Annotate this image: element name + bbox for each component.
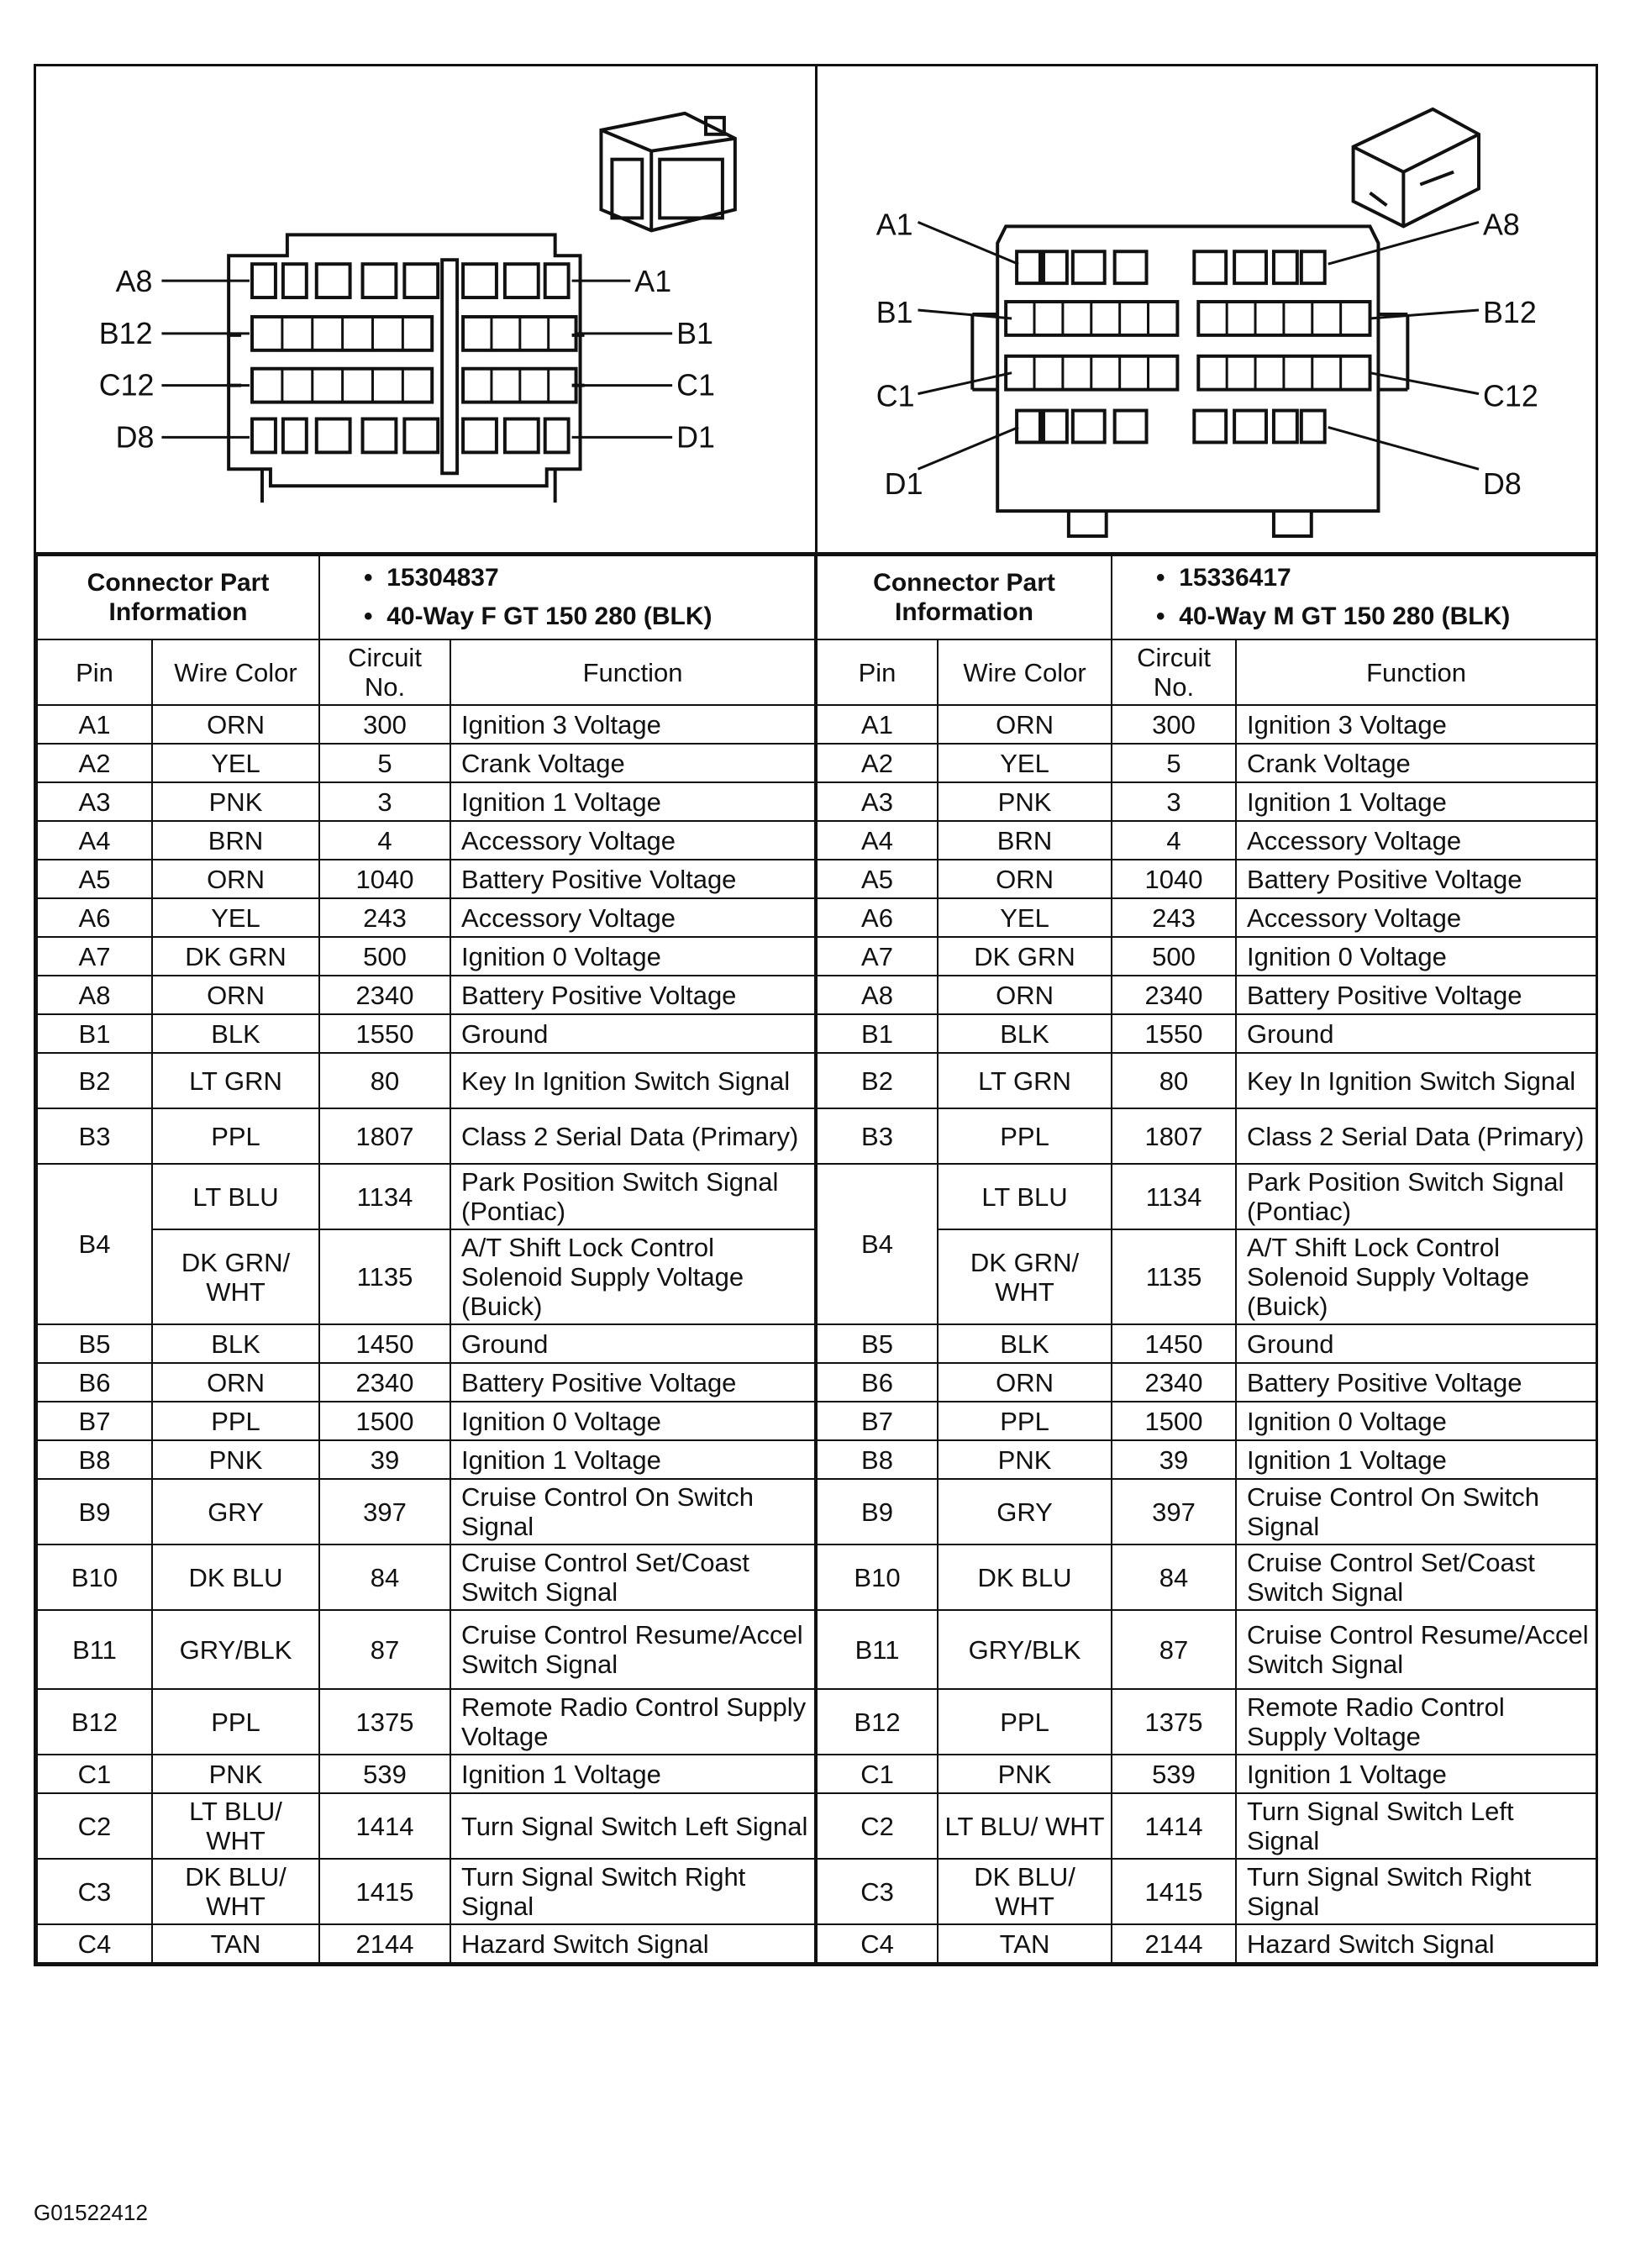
cell-wire-color: LT GRN <box>938 1053 1112 1108</box>
cell-circuit: 500 <box>319 937 450 976</box>
cell-wire-color: PNK <box>152 782 319 821</box>
table-row <box>37 782 1596 821</box>
cell-wire-color: DK BLU/ WHT <box>938 1859 1112 1924</box>
cell-pin: A4 <box>37 821 152 860</box>
right-pin-label-c1: C1 <box>875 379 915 413</box>
header-wire-color: Wire Color <box>938 639 1112 705</box>
cell-function: Ground <box>450 1014 816 1053</box>
table-row <box>37 898 1596 937</box>
cell-wire-color: DK GRN/ WHT <box>938 1229 1112 1324</box>
cell-circuit: 80 <box>1112 1053 1236 1108</box>
cell-function: Remote Radio Control Supply Voltage <box>450 1689 816 1755</box>
cell-circuit: 5 <box>1112 744 1236 782</box>
cell-function: Accessory Voltage <box>450 821 816 860</box>
cell-function: Class 2 Serial Data (Primary) <box>450 1108 816 1164</box>
cell-function: Park Position Switch Signal (Pontiac) <box>450 1164 816 1229</box>
cell-function: Battery Positive Voltage <box>1236 860 1596 898</box>
cell-pin: B8 <box>37 1440 152 1479</box>
cell-function: Ignition 0 Voltage <box>450 937 816 976</box>
cell-function: Ground <box>450 1324 816 1363</box>
cell-circuit: 2340 <box>319 976 450 1014</box>
cell-circuit: 39 <box>319 1440 450 1479</box>
cell-pin: B12 <box>816 1689 938 1755</box>
cell-pin: A1 <box>816 705 938 744</box>
right-part-number: 15336417 <box>1179 564 1291 592</box>
cell-function: Ignition 3 Voltage <box>1236 705 1596 744</box>
cell-function: Ground <box>1236 1324 1596 1363</box>
cell-function: Crank Voltage <box>1236 744 1596 782</box>
cell-function: Battery Positive Voltage <box>450 976 816 1014</box>
cell-function: Key In Ignition Switch Signal <box>1236 1053 1596 1108</box>
cell-circuit: 1450 <box>1112 1324 1236 1363</box>
cell-pin: A8 <box>37 976 152 1014</box>
cell-wire-color: ORN <box>152 705 319 744</box>
cell-function: Ignition 0 Voltage <box>1236 937 1596 976</box>
cell-pin: C3 <box>37 1859 152 1924</box>
cell-function: Turn Signal Switch Left Signal <box>1236 1793 1596 1859</box>
cell-pin: B12 <box>37 1689 152 1755</box>
cell-wire-color: ORN <box>152 1363 319 1402</box>
column-header-row <box>37 639 1596 705</box>
cell-function: Cruise Control Resume/Accel Switch Signal <box>450 1610 816 1689</box>
cell-function: Key In Ignition Switch Signal <box>450 1053 816 1108</box>
table-row <box>37 976 1596 1014</box>
cell-pin: B4 <box>816 1164 938 1324</box>
table-row <box>37 1479 1596 1544</box>
left-pin-label-a8: A8 <box>115 265 153 299</box>
cell-function: Ignition 1 Voltage <box>450 1755 816 1793</box>
cell-pin: B7 <box>37 1402 152 1440</box>
cell-circuit: 1375 <box>1112 1689 1236 1755</box>
cell-wire-color: PNK <box>938 1755 1112 1793</box>
table-row <box>37 705 1596 744</box>
cell-wire-color: DK GRN/ WHT <box>152 1229 319 1324</box>
cell-function: Ignition 1 Voltage <box>1236 1440 1596 1479</box>
cell-wire-color: YEL <box>938 744 1112 782</box>
cell-circuit: 500 <box>1112 937 1236 976</box>
cell-function: Cruise Control On Switch Signal <box>450 1479 816 1544</box>
cell-function: Remote Radio Control Supply Voltage <box>1236 1689 1596 1755</box>
left-pin-label-c1: C1 <box>676 368 715 403</box>
cell-wire-color: ORN <box>152 860 319 898</box>
cell-wire-color: PNK <box>152 1440 319 1479</box>
table-row <box>37 1324 1596 1363</box>
cell-circuit: 300 <box>319 705 450 744</box>
cell-pin: A2 <box>37 744 152 782</box>
right-pin-label-b12: B12 <box>1482 295 1537 329</box>
cell-wire-color: ORN <box>938 860 1112 898</box>
cell-wire-color: BLK <box>938 1324 1112 1363</box>
cell-wire-color: ORN <box>938 705 1112 744</box>
cell-wire-color: LT BLU <box>152 1164 319 1229</box>
cell-pin: B6 <box>816 1363 938 1402</box>
cell-circuit: 1414 <box>1112 1793 1236 1859</box>
cell-circuit: 2340 <box>1112 1363 1236 1402</box>
cell-circuit: 2144 <box>319 1924 450 1963</box>
left-pin-label-a1: A1 <box>634 265 672 299</box>
cell-wire-color: PPL <box>938 1108 1112 1164</box>
cell-circuit: 1040 <box>319 860 450 898</box>
header-pin: Pin <box>37 639 152 705</box>
cell-circuit: 84 <box>1112 1544 1236 1610</box>
cell-circuit: 1134 <box>1112 1164 1236 1229</box>
cell-circuit: 1550 <box>1112 1014 1236 1053</box>
cell-circuit: 1375 <box>319 1689 450 1755</box>
cell-function: Cruise Control Resume/Accel Switch Signal <box>1236 1610 1596 1689</box>
cell-pin: C1 <box>37 1755 152 1793</box>
cell-pin: B9 <box>37 1479 152 1544</box>
right-connector-drawing <box>818 66 1596 552</box>
left-pin-label-c12: C12 <box>98 368 155 403</box>
cell-function: Ignition 1 Voltage <box>1236 1755 1596 1793</box>
cell-pin: A6 <box>816 898 938 937</box>
cell-wire-color: LT GRN <box>152 1053 319 1108</box>
cell-wire-color: PPL <box>938 1402 1112 1440</box>
cell-wire-color: GRY/BLK <box>938 1610 1112 1689</box>
connector-sheet <box>34 64 1598 1966</box>
table-row <box>37 1053 1596 1108</box>
cell-function: Hazard Switch Signal <box>1236 1924 1596 1963</box>
cell-circuit: 5 <box>319 744 450 782</box>
cell-circuit: 539 <box>1112 1755 1236 1793</box>
cell-pin: C1 <box>816 1755 938 1793</box>
cell-pin: C2 <box>37 1793 152 1859</box>
cell-function: Hazard Switch Signal <box>450 1924 816 1963</box>
cell-circuit: 3 <box>319 782 450 821</box>
cell-wire-color: GRY <box>938 1479 1112 1544</box>
right-part-description: 40-Way M GT 150 280 (BLK) <box>1179 603 1511 630</box>
table-row <box>37 1440 1596 1479</box>
cell-pin: A6 <box>37 898 152 937</box>
cell-wire-color: BLK <box>152 1014 319 1053</box>
left-part-number: 15304837 <box>386 564 499 592</box>
cell-wire-color: GRY <box>152 1479 319 1544</box>
cell-circuit: 39 <box>1112 1440 1236 1479</box>
left-part-description: 40-Way F GT 150 280 (BLK) <box>386 603 712 630</box>
cell-circuit: 1807 <box>1112 1108 1236 1164</box>
table-row <box>37 1793 1596 1859</box>
cell-circuit: 1135 <box>319 1229 450 1324</box>
cell-pin: B10 <box>37 1544 152 1610</box>
cell-function: Ignition 1 Voltage <box>1236 782 1596 821</box>
cell-function: Battery Positive Voltage <box>450 860 816 898</box>
cell-wire-color: PNK <box>938 782 1112 821</box>
cell-pin: B11 <box>37 1610 152 1689</box>
pinout-table <box>36 555 1597 1964</box>
cell-wire-color: PNK <box>152 1755 319 1793</box>
left-connector-drawing <box>36 66 815 552</box>
cell-pin: A5 <box>816 860 938 898</box>
cell-circuit: 1550 <box>319 1014 450 1053</box>
cell-circuit: 1135 <box>1112 1229 1236 1324</box>
right-pin-label-d8: D8 <box>1482 467 1522 502</box>
cell-wire-color: PPL <box>152 1108 319 1164</box>
cell-circuit: 1450 <box>319 1324 450 1363</box>
left-pin-label-d1: D1 <box>676 420 715 455</box>
cell-pin: B4 <box>37 1164 152 1324</box>
cell-circuit: 1415 <box>1112 1859 1236 1924</box>
cell-function: Turn Signal Switch Left Signal <box>450 1793 816 1859</box>
cell-wire-color: LT BLU <box>938 1164 1112 1229</box>
right-pin-label-c12: C12 <box>1482 379 1538 413</box>
cell-function: Battery Positive Voltage <box>1236 976 1596 1014</box>
cell-circuit: 397 <box>319 1479 450 1544</box>
cell-wire-color: DK GRN <box>152 937 319 976</box>
cell-wire-color: DK BLU <box>152 1544 319 1610</box>
cell-function: Battery Positive Voltage <box>1236 1363 1596 1402</box>
cell-pin: B7 <box>816 1402 938 1440</box>
cell-circuit: 243 <box>319 898 450 937</box>
table-row <box>37 1363 1596 1402</box>
left-connector-info: • 15304837 • 40-Way F GT 150 280 (BLK) <box>319 555 816 639</box>
left-connector-diagram <box>36 66 815 552</box>
cell-wire-color: BLK <box>938 1014 1112 1053</box>
table-row <box>37 744 1596 782</box>
cell-circuit: 84 <box>319 1544 450 1610</box>
cell-circuit: 2340 <box>1112 976 1236 1014</box>
right-connector-thumbnail <box>1353 109 1478 226</box>
cell-function: Ignition 1 Voltage <box>450 782 816 821</box>
cell-wire-color: TAN <box>938 1924 1112 1963</box>
cell-pin: A1 <box>37 705 152 744</box>
cell-wire-color: ORN <box>152 976 319 1014</box>
cell-function: Ignition 3 Voltage <box>450 705 816 744</box>
table-row <box>37 937 1596 976</box>
cell-pin: B6 <box>37 1363 152 1402</box>
cell-function: Cruise Control Set/Coast Switch Signal <box>450 1544 816 1610</box>
right-connector-info: • 15336417 • 40-Way M GT 150 280 (BLK) <box>1112 555 1596 639</box>
table-row <box>37 1924 1596 1963</box>
cell-pin: C4 <box>37 1924 152 1963</box>
cell-circuit: 243 <box>1112 898 1236 937</box>
cell-pin: A2 <box>816 744 938 782</box>
cell-pin: A7 <box>37 937 152 976</box>
cell-circuit: 1807 <box>319 1108 450 1164</box>
cell-wire-color: ORN <box>938 1363 1112 1402</box>
connector-info-row <box>37 555 1596 639</box>
cell-pin: B2 <box>37 1053 152 1108</box>
cell-circuit: 1415 <box>319 1859 450 1924</box>
cell-wire-color: PPL <box>152 1402 319 1440</box>
cell-pin: A3 <box>37 782 152 821</box>
cell-circuit: 4 <box>1112 821 1236 860</box>
cell-wire-color: PPL <box>152 1689 319 1755</box>
cell-circuit: 1500 <box>319 1402 450 1440</box>
cell-wire-color: BRN <box>938 821 1112 860</box>
cell-wire-color: DK BLU <box>938 1544 1112 1610</box>
cell-circuit: 1500 <box>1112 1402 1236 1440</box>
cell-circuit: 1414 <box>319 1793 450 1859</box>
table-row <box>37 1610 1596 1689</box>
table-row <box>37 1014 1596 1053</box>
cell-circuit: 1040 <box>1112 860 1236 898</box>
table-row <box>37 1859 1596 1924</box>
cell-wire-color: DK BLU/ WHT <box>152 1859 319 1924</box>
left-pin-label-b12: B12 <box>98 316 153 350</box>
cell-pin: B1 <box>816 1014 938 1053</box>
cell-function: Accessory Voltage <box>450 898 816 937</box>
cell-pin: B3 <box>816 1108 938 1164</box>
cell-function: Crank Voltage <box>450 744 816 782</box>
table-row <box>37 1164 1596 1229</box>
cell-circuit: 2340 <box>319 1363 450 1402</box>
cell-pin: B10 <box>816 1544 938 1610</box>
table-row <box>37 821 1596 860</box>
header-circuit: Circuit No. <box>319 639 450 705</box>
cell-circuit: 539 <box>319 1755 450 1793</box>
cell-function: Cruise Control Set/Coast Switch Signal <box>1236 1544 1596 1610</box>
header-pin: Pin <box>816 639 938 705</box>
cell-pin: A5 <box>37 860 152 898</box>
header-function: Function <box>450 639 816 705</box>
left-pin-label-d8: D8 <box>115 420 155 455</box>
cell-circuit: 4 <box>319 821 450 860</box>
cell-wire-color: LT BLU/ WHT <box>152 1793 319 1859</box>
cell-pin: B8 <box>816 1440 938 1479</box>
cell-circuit: 3 <box>1112 782 1236 821</box>
cell-function: Accessory Voltage <box>1236 898 1596 937</box>
table-row <box>37 1689 1596 1755</box>
figure-id: G01522412 <box>34 2200 148 2225</box>
cell-wire-color: PPL <box>938 1689 1112 1755</box>
cell-pin: B3 <box>37 1108 152 1164</box>
cell-pin: B2 <box>816 1053 938 1108</box>
cell-wire-color: BRN <box>152 821 319 860</box>
cell-wire-color: ORN <box>938 976 1112 1014</box>
cell-pin: B11 <box>816 1610 938 1689</box>
right-pin-label-d1: D1 <box>884 467 923 502</box>
cell-wire-color: YEL <box>152 898 319 937</box>
cell-wire-color: LT BLU/ WHT <box>938 1793 1112 1859</box>
cell-circuit: 300 <box>1112 705 1236 744</box>
cell-wire-color: PNK <box>938 1440 1112 1479</box>
cell-function: Accessory Voltage <box>1236 821 1596 860</box>
cell-function: A/T Shift Lock Control Solenoid Supply Voltage (Buick) <box>1236 1229 1596 1324</box>
cell-circuit: 397 <box>1112 1479 1236 1544</box>
cell-pin: C4 <box>816 1924 938 1963</box>
cell-pin: B5 <box>816 1324 938 1363</box>
cell-pin: A8 <box>816 976 938 1014</box>
cell-function: Class 2 Serial Data (Primary) <box>1236 1108 1596 1164</box>
cell-function: Ground <box>1236 1014 1596 1053</box>
header-wire-color: Wire Color <box>152 639 319 705</box>
cell-function: Ignition 0 Voltage <box>1236 1402 1596 1440</box>
connector-diagrams <box>36 66 1596 555</box>
left-connector-thumbnail <box>601 113 734 230</box>
right-pin-label-b1: B1 <box>875 295 913 329</box>
table-row <box>37 1402 1596 1440</box>
cell-function: Ignition 0 Voltage <box>450 1402 816 1440</box>
cell-function: Battery Positive Voltage <box>450 1363 816 1402</box>
cell-function: A/T Shift Lock Control Solenoid Supply Voltage (Buick) <box>450 1229 816 1324</box>
right-connector-info-label: Connector Part Information <box>816 555 1112 639</box>
cell-function: Turn Signal Switch Right Signal <box>450 1859 816 1924</box>
cell-pin: A7 <box>816 937 938 976</box>
header-circuit: Circuit No. <box>1112 639 1236 705</box>
cell-wire-color: TAN <box>152 1924 319 1963</box>
header-function: Function <box>1236 639 1596 705</box>
left-connector-info-label: Connector Part Information <box>37 555 319 639</box>
cell-function: Park Position Switch Signal (Pontiac) <box>1236 1164 1596 1229</box>
cell-pin: C3 <box>816 1859 938 1924</box>
table-row <box>37 1755 1596 1793</box>
cell-function: Cruise Control On Switch Signal <box>1236 1479 1596 1544</box>
table-row <box>37 1108 1596 1164</box>
cell-pin: B9 <box>816 1479 938 1544</box>
cell-wire-color: GRY/BLK <box>152 1610 319 1689</box>
table-row <box>37 1544 1596 1610</box>
right-pin-label-a1: A1 <box>875 208 913 242</box>
cell-pin: B5 <box>37 1324 152 1363</box>
cell-circuit: 1134 <box>319 1164 450 1229</box>
cell-wire-color: YEL <box>152 744 319 782</box>
cell-circuit: 87 <box>319 1610 450 1689</box>
table-row <box>37 860 1596 898</box>
right-connector-diagram <box>815 66 1596 552</box>
cell-pin: B1 <box>37 1014 152 1053</box>
cell-function: Ignition 1 Voltage <box>450 1440 816 1479</box>
cell-wire-color: DK GRN <box>938 937 1112 976</box>
cell-circuit: 2144 <box>1112 1924 1236 1963</box>
cell-circuit: 87 <box>1112 1610 1236 1689</box>
cell-circuit: 80 <box>319 1053 450 1108</box>
cell-function: Turn Signal Switch Right Signal <box>1236 1859 1596 1924</box>
cell-pin: A4 <box>816 821 938 860</box>
cell-wire-color: BLK <box>152 1324 319 1363</box>
right-pin-label-a8: A8 <box>1482 208 1520 242</box>
cell-pin: A3 <box>816 782 938 821</box>
cell-wire-color: YEL <box>938 898 1112 937</box>
left-pin-label-b1: B1 <box>676 316 713 350</box>
cell-pin: C2 <box>816 1793 938 1859</box>
